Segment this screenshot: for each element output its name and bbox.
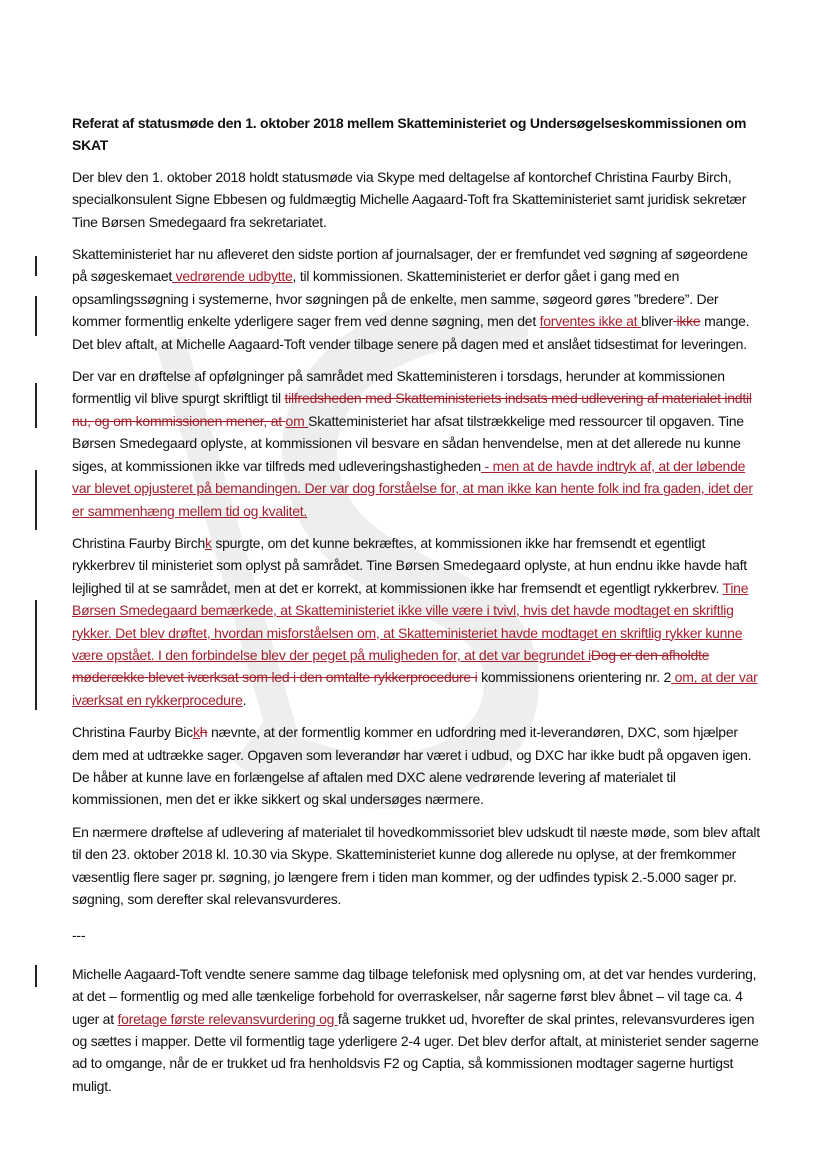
change-bar bbox=[35, 383, 37, 428]
deleted-text: ikke bbox=[672, 313, 701, 330]
inserted-text: k bbox=[205, 534, 212, 551]
inserted-text: - men at de havde indtryk af, at der løbende var blevet opjusteret på bemandingen. Der var dog forståelse for, at man ikke kan hente folk ind fra gaden, idet der er sammenhæng mellem tid og kvalitet. bbox=[72, 457, 753, 519]
final-paragraph bbox=[72, 963, 762, 1097]
text-run: Christina Faurby Bic bbox=[72, 724, 194, 741]
inserted-text: k bbox=[193, 724, 200, 741]
change-bar bbox=[35, 256, 37, 276]
text-run: Skatteministeriet har afsat tilstrækkelige med ressourcer til opgaven. Tine Børsen Smedegaard oplyste, at kommissionen vil besvare en sådan henvendelse, men at det allerede nu kunne siges, at kommissionen ikke var tilfreds med udleveringshastigheden bbox=[72, 412, 744, 474]
change-bar bbox=[35, 600, 37, 710]
paragraph bbox=[72, 721, 762, 811]
document-body bbox=[72, 166, 762, 911]
change-bar bbox=[35, 470, 37, 530]
text-run: bliver bbox=[640, 313, 673, 330]
text-run: spurgte, om det kunne bekræftes, at kommissionen ikke har fremsendt et egentligt rykkerbrev til ministeriet som oplyst på samrådet. Tine Børsen Smedegaard oplyste, at hun endnu ikke havde haft lejlighed til at se samrådet, men at det er korrekt, at kommissionen ikke har fremsendt et egentligt rykkerbrev. bbox=[72, 534, 747, 596]
text-run: nævnte, at der formentlig kommer en udfordring med it-leverandøren, DXC, som hjælper dem med at udtrække sager. Opgaven som leverandør har været i udbud, og DXC har ikke budt på opgaven igen. De håber at kunne lave en forlængelse af aftalen med DXC alene vedrørende levering af materialet til kommissionen, men det er ikke sikkert og skal undersøges nærmere. bbox=[72, 724, 752, 808]
text-run: kommissionens orientering nr. 2 bbox=[477, 669, 672, 686]
inserted-text: Tine Børsen Smedegaard bemærkede, at Skatteministeriet ikke ville være i tvivl, hvis det havde modtaget en skriftlig rykker. Det blev drøftet, hvordan misforståelsen om, at Skatteministeriet havde modtaget en skriftlig rykker kunne være opstået. I den forbindelse blev der peget på muligheden for, at det var begrundet i bbox=[72, 579, 749, 663]
text-run: få sagerne trukket ud, hvorefter de skal printes, relevansvurderes igen og sættes i mapper. Dette vil formentlig tage yderligere 2-4 uger. Det blev derfor aftalt, at ministeriet sender sagerne ad to omgange, når de er trukket ud fra henholdsvis F2 og Captia, så kommissionen modtager sagerne hurtigst muligt. bbox=[72, 1010, 759, 1094]
text-run: En nærmere drøftelse af udlevering af materialet til hovedkommissoriet blev udskudt til næste møde, som blev aftalt til den 23. oktober 2018 kl. 10.30 via Skype. Skatteministeriet kunne dog allerede nu oplyse, at der fremkommer væsentlig flere sager pr. søgning, jo længere frem i tiden man kommer, og der udfindes typisk 2.-5.000 sager pr. søgning, som derefter skal relevansvurderes. bbox=[72, 823, 760, 907]
inserted-text: om, at der var iværksat en rykkerprocedure bbox=[72, 669, 758, 708]
deleted-text: h bbox=[199, 724, 208, 741]
paragraph bbox=[72, 243, 762, 355]
text-run: Christina Faurby Birch bbox=[72, 534, 205, 551]
paragraph bbox=[72, 166, 762, 233]
inserted-text: vedrørende udbytte bbox=[172, 268, 293, 285]
paragraph bbox=[72, 821, 762, 911]
document-page bbox=[72, 112, 762, 1107]
inserted-text: forventes ikke at bbox=[539, 313, 641, 330]
text-run: Michelle Aagaard-Toft vendte senere samme dag tilbage telefonisk med oplysning om, at det var hendes vurdering, at det – formentlig og med alle tænkelige forbehold for overraskelser, når sagerne først blev åbnet – vil tage ca. 4 uger at bbox=[72, 965, 757, 1027]
text-run: . bbox=[242, 691, 247, 708]
inserted-text: om bbox=[285, 412, 309, 429]
deleted-text: Dog er den afholdte møderække blevet iværksat som led i den omtalte rykkerprocedure i bbox=[72, 646, 710, 686]
document-title: Referat af statusmøde den 1. oktober 2018 mellem Skatteministeriet og Undersøgelseskommissionen om SKAT bbox=[72, 115, 747, 154]
text-run: , til kommissionen. Skatteministeriet er derfor gået i gang med en opsamlingssøgning i systemerne, hvor søgningen på de enkelte, men samme, søgeord gøres ”bredere”. Der kommer formentlig enkelte yderligere sager frem ved denne søgning, men det bbox=[72, 268, 719, 330]
change-bar bbox=[35, 296, 37, 336]
change-bar bbox=[35, 965, 37, 987]
text-run: Der blev den 1. oktober 2018 holdt statusmøde via Skype med deltagelse af kontorchef Christina Faurby Birch, specialkonsulent Signe Ebbesen og fuldmægtig Michelle Aagaard-Toft fra Skatteministeriet samt juridisk sekretær Tine Børsen Smedegaard fra sekretariatet. bbox=[72, 168, 747, 230]
paragraph bbox=[72, 365, 762, 522]
inserted-text: foretage første relevansvurdering og bbox=[117, 1010, 338, 1027]
text-run: mange. Det blev aftalt, at Michelle Aagaard-Toft vender tilbage senere på dagen med et anslået tidsestimat for leveringen. bbox=[72, 313, 750, 352]
paragraph bbox=[72, 532, 762, 711]
text-run: Skatteministeriet har nu afleveret den sidste portion af journalsager, der er fremfundet ved søgning af søgeordene på søgeskemaet bbox=[72, 246, 748, 285]
separator: --- bbox=[72, 927, 86, 944]
deleted-text: tilfredsheden med Skatteministeriets indsats med udlevering af materialet indtil nu, og om kommissionen mener, at bbox=[72, 390, 752, 429]
text-run: Der var en drøftelse af opfølgninger på samrådet med Skatteministeren i torsdags, herunder at kommissionen formentlig vil blive spurgt skriftligt til bbox=[72, 368, 725, 407]
